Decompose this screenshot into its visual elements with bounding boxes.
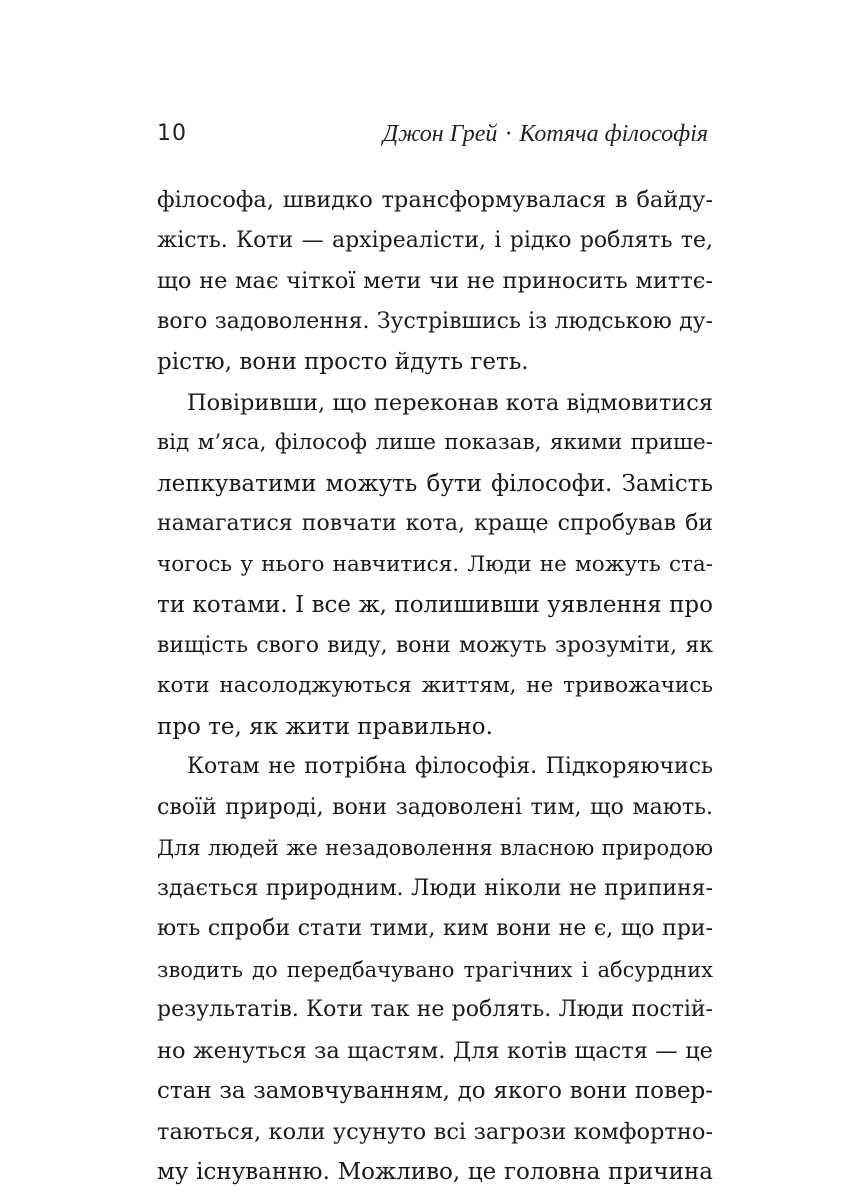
text-line: Котам не потрібна філософія. Підкоряючись xyxy=(187,754,713,779)
running-head xyxy=(383,119,708,149)
text-line: коти насолоджуються життям, не тривожачись xyxy=(157,673,713,698)
text-line: намагатися повчати кота, краще спробував би xyxy=(157,511,713,536)
text-line: Повіривши, що переконав кота відмовитися xyxy=(187,389,714,416)
body-text xyxy=(157,180,713,1193)
text-line: вищість свого виду, вони можуть зрозуміти, як xyxy=(157,632,713,658)
text-line: від м’яса, філософ лише показав, якими пришe- xyxy=(157,430,713,455)
text-line: жість. Коти — архіреалісти, і рідко роблять те, xyxy=(157,227,713,253)
text-line: лепкуватими можуть бути філософи. Замість xyxy=(157,470,713,497)
text-line: про те, як жити правильно. xyxy=(157,713,493,740)
text-line: що не має чіткої мети чи не приносить миттє- xyxy=(157,268,713,294)
text-line: рістю, вони просто йдуть геть. xyxy=(157,349,529,375)
running-head-separator: · xyxy=(505,121,512,147)
text-line: результатів. Коти так не роблять. Люди постій- xyxy=(157,997,713,1022)
text-line: своїй природі, вони задоволені тим, що мають. xyxy=(157,794,713,820)
text-line: му існуванню. Можливо, це головна причина xyxy=(157,1159,713,1185)
text-line: ють спроби стати тими, ким вони не є, що при- xyxy=(157,916,713,941)
text-line: стан за замовчуванням, до якого вони повер- xyxy=(157,1078,713,1104)
text-line: зводить до передбачувано трагічних і абсурдних xyxy=(157,957,713,982)
text-line: філософа, швидко трансформувалася в байду- xyxy=(157,187,713,213)
text-line: таються, коли усунуто всі загрози комфортно- xyxy=(157,1118,713,1145)
running-head-author: Джон Грей xyxy=(382,121,498,147)
running-head-title: Котяча філософія xyxy=(519,121,708,147)
text-line: здається природним. Люди ніколи не припиня- xyxy=(157,875,713,901)
text-line: чогось у нього навчитися. Люди не можуть ста- xyxy=(157,551,713,577)
text-line: вого задоволення. Зустрівшись із людською ду- xyxy=(157,308,713,334)
text-line: ти котами. І все ж, полишивши уявлення про xyxy=(157,592,713,618)
page-number: 10 xyxy=(157,121,187,146)
text-line: Для людей же незадоволення власною природою xyxy=(157,836,713,860)
text-line: но женуться за щастям. Для котів щастя — це xyxy=(157,1037,713,1064)
